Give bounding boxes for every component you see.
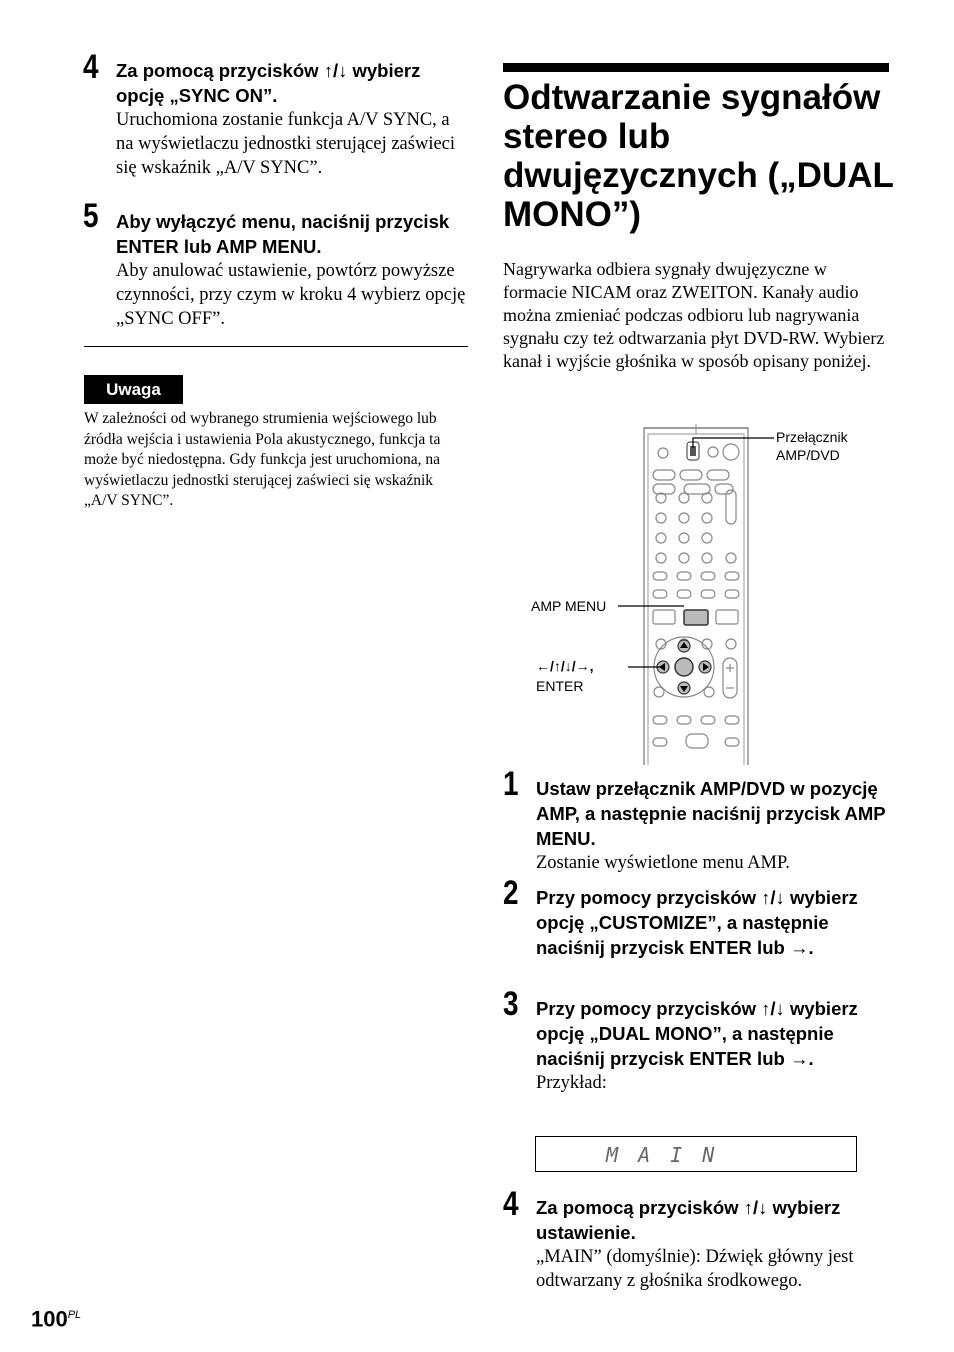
right-step-4 [536, 1195, 896, 1293]
heading-text: Przy pomocy przycisków [536, 998, 762, 1019]
heading-text: Za pomocą przycisków [116, 60, 324, 81]
step-number: 4 [503, 1185, 519, 1223]
note-label: Uwaga [84, 375, 183, 404]
title-rule [503, 63, 889, 72]
heading-text: . [808, 937, 814, 958]
heading-text: wybierz opcję „DUAL MONO”, a następnie naciśnij przycisk ENTER lub [536, 998, 858, 1069]
page-number-value: 100 [31, 1306, 68, 1332]
step-heading [116, 58, 468, 108]
heading-text: wybierz opcję „CUSTOMIZE”, a następnie naciśnij przycisk ENTER lub [536, 887, 858, 958]
step-body: „MAIN” (domyślnie): Dźwięk główny jest odtwarzany z głośnika środkowego. [536, 1247, 854, 1291]
heading-text: . [808, 1048, 814, 1069]
note-box [84, 409, 468, 512]
right-step-1 [536, 776, 886, 875]
right-step-2 [536, 885, 886, 960]
step-number: 1 [503, 765, 519, 803]
step-heading: Ustaw przełącznik AMP/DVD w pozycję AMP, a następnie naciśnij przycisk AMP MENU. [536, 778, 886, 849]
remote-control-illustration [520, 420, 900, 765]
divider [84, 346, 468, 347]
display-example [535, 1136, 857, 1172]
step-heading [536, 1195, 896, 1245]
heading-text: Przy pomocy przycisków [536, 887, 762, 908]
step-heading: Aby wyłączyć menu, naciśnij przycisk ENTER lub AMP MENU. [116, 211, 450, 257]
callout-arrows: ←/↑/↓/→, [536, 658, 594, 674]
right-arrow-icon: → [789, 1048, 809, 1069]
step-number: 2 [503, 874, 519, 912]
section-title: Odtwarzanie sygnałów stereo lub dwujęzycznych („DUAL MONO”) [503, 78, 894, 234]
callout-switch-line2: AMP/DVD [776, 447, 840, 463]
right-step-3 [536, 996, 886, 1095]
left-step-4 [116, 58, 468, 180]
note-text: W zależności od wybranego strumienia wejściowego lub źródła wejścia i ustawienia Pola akustycznego, funkcja ta może być niedostępna. Gdy funkcja jest uruchomiona, na wyświetlaczu jednostki sterującej zaświeci się wskaźnik „A/V SYNC”. [84, 410, 441, 509]
page-number [31, 1302, 81, 1332]
display-text: M A I N [606, 1143, 719, 1167]
step-body: Uruchomiona zostanie funkcja A/V SYNC, a na wyświetlaczu jednostki sterującej zaświeci się wskaźnik „A/V SYNC”. [116, 110, 456, 178]
left-step-5 [116, 209, 468, 331]
intro [503, 258, 889, 373]
right-arrow-icon: → [789, 937, 809, 958]
up-down-arrows-icon: ↑/↓ [761, 998, 785, 1019]
step-body: Przykład: [536, 1073, 607, 1093]
page-number-suffix: PL [67, 1309, 82, 1321]
up-down-arrows-icon: ↑/↓ [323, 60, 348, 81]
step-heading [536, 885, 886, 960]
up-down-arrows-icon: ↑/↓ [743, 1197, 768, 1218]
callout-enter: ENTER [536, 678, 584, 694]
remote-figure [520, 420, 900, 765]
step-number: 5 [83, 197, 99, 235]
step-number: 3 [503, 985, 519, 1023]
step-body: Aby anulować ustawienie, powtórz powyższe czynności, przy czym w kroku 4 wybierz opcję „SYNC OFF”. [116, 261, 466, 329]
step-body: Zostanie wyświetlone menu AMP. [536, 853, 790, 873]
intro-text: Nagrywarka odbiera sygnały dwujęzyczne w formacie NICAM oraz ZWEITON. Kanały audio można zmieniać podczas odbioru lub nagrywania sygnału czy też odtwarzania płyt DVD-RW. Wybierz kanał i wyjście głośnika w sposób opisany poniżej. [503, 259, 885, 371]
step-heading [536, 996, 886, 1071]
heading-text: wybierz opcję „SYNC ON”. [116, 60, 421, 106]
heading-text: Za pomocą przycisków [536, 1197, 744, 1218]
heading-text: wybierz ustawienie. [536, 1197, 841, 1243]
callout-amp-menu: AMP MENU [531, 598, 607, 614]
up-down-arrows-icon: ↑/↓ [761, 887, 785, 908]
step-number: 4 [83, 48, 99, 86]
callout-switch-line1: Przełącznik [776, 429, 848, 445]
